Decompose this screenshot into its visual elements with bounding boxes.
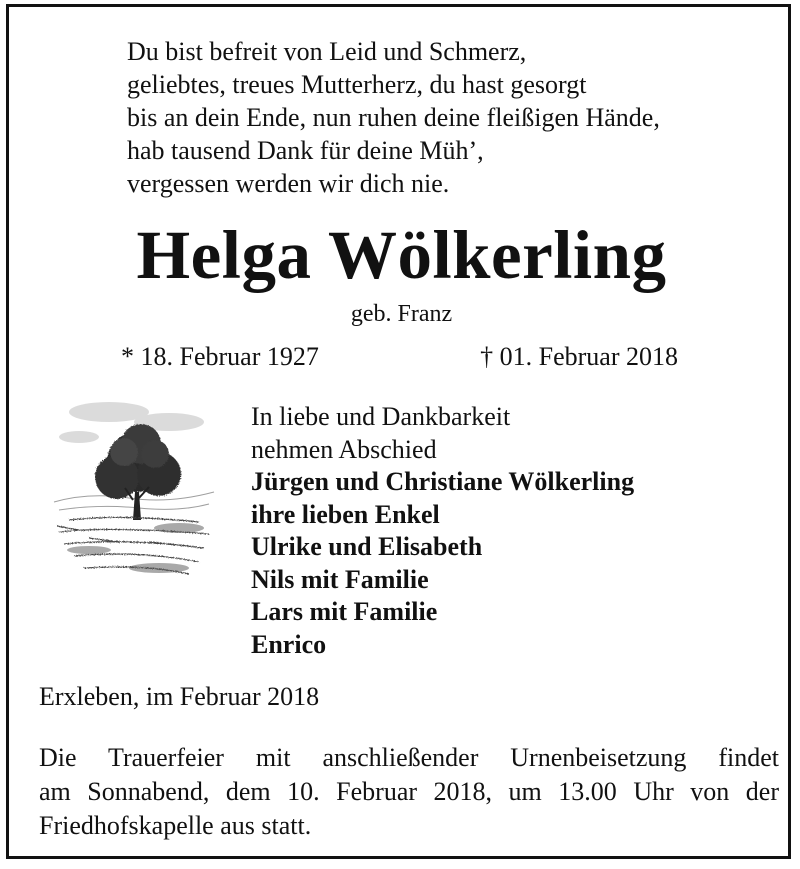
poem-line: bis an dein Ende, nun ruhen deine fleißigen Hände, bbox=[127, 103, 660, 132]
mourner-name: Lars mit Familie bbox=[251, 597, 438, 626]
funeral-info bbox=[39, 741, 779, 843]
mourners bbox=[251, 401, 634, 661]
mourner-name: Jürgen und Christiane Wölkerling bbox=[251, 467, 635, 496]
mourner-name: Nils mit Familie bbox=[251, 564, 429, 594]
place-date: Erxleben, im Februar 2018 bbox=[39, 682, 320, 711]
funeral-line: Friedhofskapelle aus statt. bbox=[39, 811, 312, 840]
funeral-line: am Sonnabend, dem 10. Februar 2018, um 13.00 Uhr von der bbox=[39, 777, 779, 806]
mourner-name: Enrico bbox=[251, 629, 327, 659]
mourner-name: ihre lieben Enkel bbox=[251, 499, 440, 529]
death-date: † 01. Februar 2018 bbox=[480, 342, 678, 371]
mourner-name: Ulrike und Elisabeth bbox=[251, 532, 483, 561]
maiden-name: geb. Franz bbox=[350, 301, 453, 327]
poem-line: hab tausend Dank für deine Müh’, bbox=[127, 136, 484, 165]
poem-line: geliebtes, treues Mutterherz, du hast gesorgt bbox=[127, 70, 587, 99]
poem-line: vergessen werden wir dich nie. bbox=[127, 169, 450, 198]
poem-line: Du bist befreit von Leid und Schmerz, bbox=[127, 37, 527, 66]
tree-landscape-icon bbox=[49, 392, 219, 587]
funeral-line: Die Trauerfeier mit anschließender Urnenbeisetzung findet bbox=[39, 743, 779, 772]
birth-date: * 18. Februar 1927 bbox=[121, 342, 319, 371]
poem bbox=[127, 35, 767, 200]
mourners-intro-line: In liebe und Dankbarkeit bbox=[251, 402, 511, 431]
mourners-intro-line: nehmen Abschied bbox=[251, 434, 437, 464]
obituary-notice bbox=[6, 4, 791, 859]
deceased-name: Helga Wölkerling bbox=[136, 217, 667, 293]
